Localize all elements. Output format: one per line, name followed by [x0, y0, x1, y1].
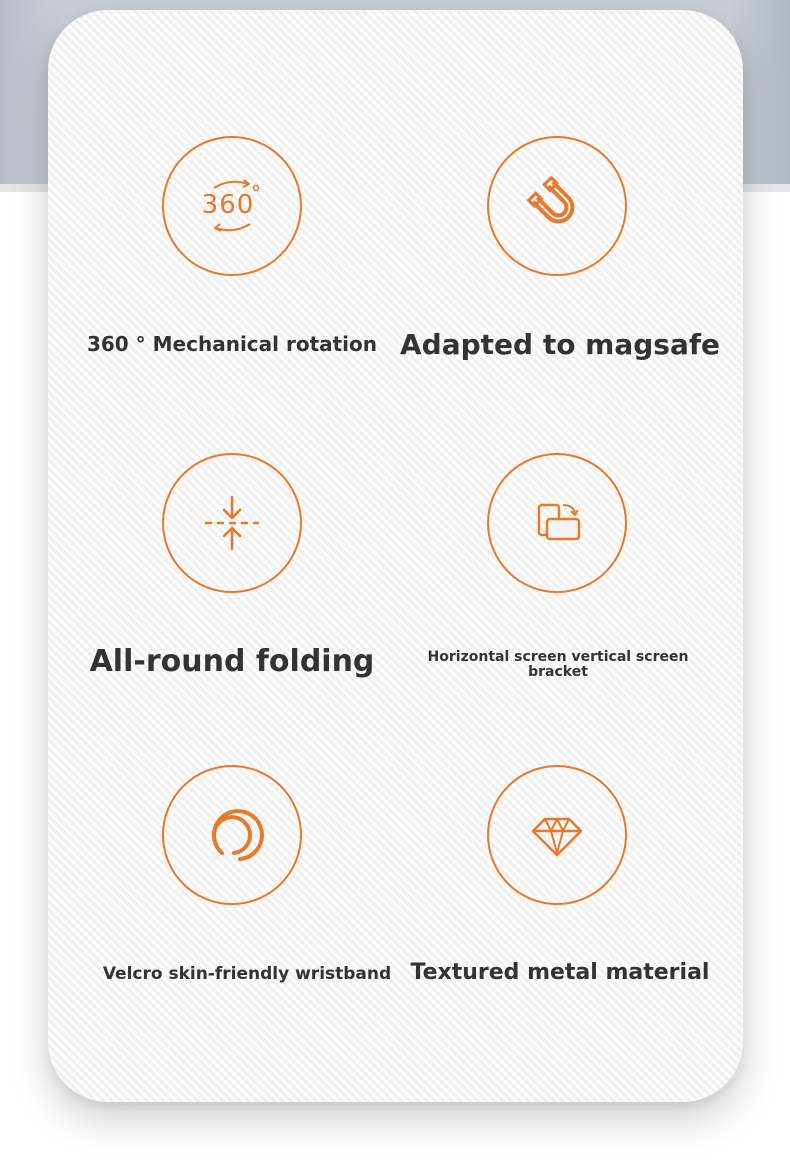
- feature-icon-ring-rotation: [162, 136, 302, 276]
- feature-icon-ring-material: [487, 765, 627, 905]
- feature-label-wristband: Velcro skin-friendly wristband: [102, 964, 392, 984]
- feature-icon-ring-magsafe: [487, 136, 627, 276]
- rotation-360-text: 360: [201, 190, 255, 220]
- rotate-screen-icon: [517, 483, 597, 563]
- feature-card: [48, 10, 743, 1102]
- feature-label-screen-bracket: Horizontal screen vertical screen bracket: [427, 649, 689, 680]
- rotation-360-icon: [192, 166, 272, 246]
- feature-icon-ring-folding: [162, 453, 302, 593]
- magnet-icon: [517, 166, 597, 246]
- feature-icon-ring-wristband: [162, 765, 302, 905]
- feature-label-folding: All-round folding: [89, 644, 375, 679]
- fold-arrows-icon: [192, 483, 272, 563]
- diamond-icon: [517, 795, 597, 875]
- feature-label-material: Textured metal material: [410, 960, 710, 985]
- feature-icon-ring-screen: [487, 453, 627, 593]
- feature-label-rotation: 360 ° Mechanical rotation: [86, 332, 378, 356]
- feature-label-magsafe: Adapted to magsafe: [400, 328, 721, 361]
- loop-band-icon: [192, 795, 272, 875]
